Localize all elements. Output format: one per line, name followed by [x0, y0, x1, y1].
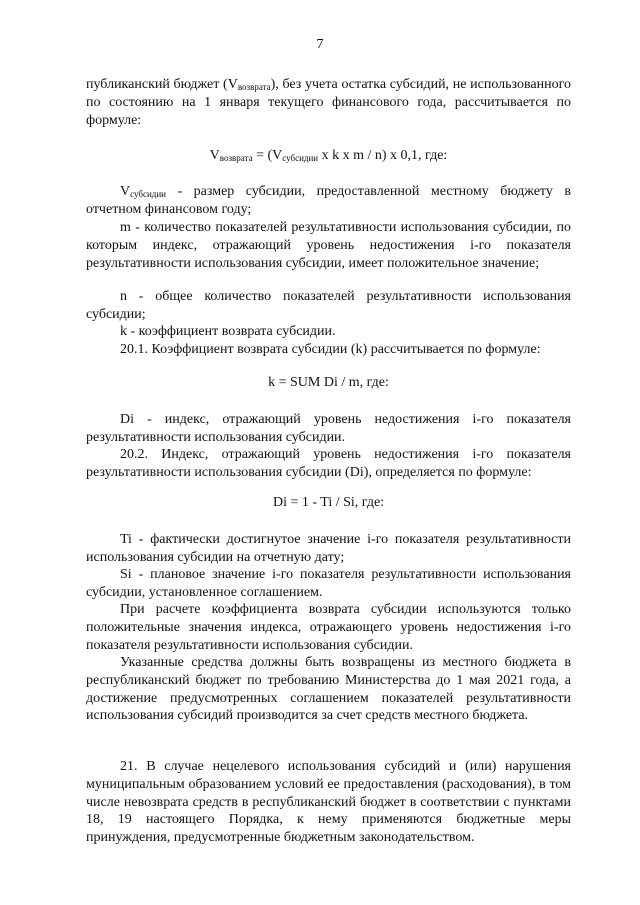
text: = (V — [252, 148, 283, 163]
text: ), без учета остатка субсидий, не использованного по состоянию на 1 января текущего финансового года, рассчитывается по формуле: — [86, 77, 571, 128]
section-20-1: 20.1. Коэффициент возврата субсидии (k) рассчитывается по формуле: — [120, 342, 541, 357]
definition-di: Di - индекс, отражающий уровень недостижения i-го показателя результативности использования субсидии. — [86, 412, 571, 445]
text: - размер субсидии, предоставленной местному бюджету в отчетном финансовом году; — [86, 184, 571, 217]
definition-k: k - коэффициент возврата субсидии. — [120, 324, 336, 339]
formula-k: k = SUM Di / m, где: — [268, 375, 389, 390]
definition-v-subsidy — [86, 183, 571, 219]
text: V — [209, 148, 220, 163]
paragraph-continuation — [86, 76, 571, 129]
text: V — [120, 184, 131, 199]
definition-n: n - общее количество показателей результативности использования субсидии; — [86, 289, 571, 322]
paragraph-positive-values: При расчете коэффициента возврата субсидии используются только положительные значения индекса, отражающего уровень недостижения i-го показателя результативности использования субсидии. — [86, 602, 571, 653]
subscript: возврата — [219, 153, 253, 163]
formula-di: Di = 1 - Ti / Si, где: — [272, 495, 385, 510]
definition-m: m - количество показателей результативности использования субсидии, по которым индекс, отражающий уровень недостижения i-го показателя результативности использования субсидии, имеет положительное значение; — [86, 220, 571, 271]
definition-si: Si - плановое значение i-го показателя результативности использования субсидии, установленное соглашением. — [86, 567, 571, 600]
subscript: субсидии — [130, 189, 166, 199]
subscript: возврата — [237, 82, 271, 92]
section-20-2: 20.2. Индекс, отражающий уровень недостижения i-го показателя результативности использования субсидии (Di), определяется по формуле: — [86, 447, 571, 480]
subscript: субсидии — [282, 153, 319, 163]
text: x k x m / n) x 0,1, где: — [318, 148, 448, 163]
page-number: 7 — [316, 37, 324, 52]
paragraph-return-funds: Указанные средства должны быть возвращены из местного бюджета в республиканский бюджет по требованию Министерства до 1 мая 2021 года, а достижение предусмотренных соглашением показателей результативности использования субсидий производится за счет средств местного бюджета. — [86, 655, 571, 724]
text: публиканский бюджет (V — [86, 77, 238, 92]
definition-ti: Ti - фактически достигнутое значение i-го показателя результативности использования субсидии на отчетную дату; — [86, 532, 571, 565]
formula-v-return — [86, 147, 571, 165]
section-21: 21. В случае нецелевого использования субсидий и (или) нарушения муниципальным образованием условий ее предоставления (расходования), в том числе невозврата средств в республиканский бюджет в соответствии с пунктами 18, 19 настоящего Порядка, к нему применяются бюджетные меры принуждения, предусмотренные бюджетным законодательством. — [86, 759, 571, 846]
